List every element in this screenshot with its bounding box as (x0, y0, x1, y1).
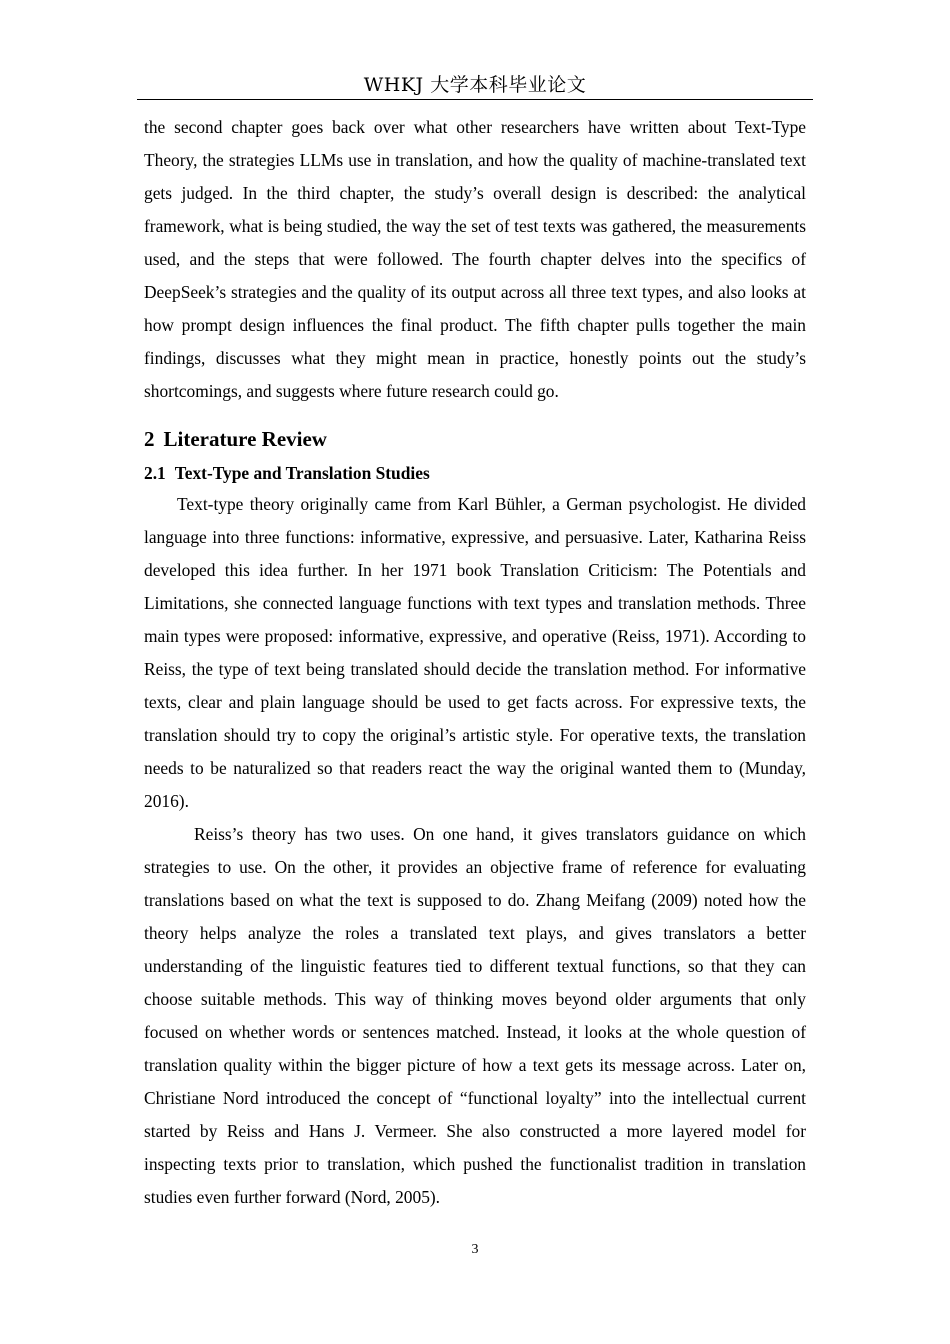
subsection-title: Text-Type and Translation Studies (174, 463, 430, 483)
subsection-number: 2.1 (144, 463, 166, 483)
page-number: 3 (471, 1242, 479, 1257)
body-paragraph: Text-type theory originally came from Karl Bühler, a German psychologist. He divided language into three functions: informative, expressive, and persuasive. Later, Katharina Reiss developed this idea further. In her 1971 book Translation Criticism: The Potentials and Limitations, she connected language functions with text types and translation methods. Three main types were proposed: informative, expressive, and operative (Reiss, 1971). According to Reiss, the type of text being translated should decide the translation method. For informative texts, clear and plain language should be used to get facts across. For expressive texts, the translation should try to copy the original’s artistic style. For operative texts, the translation needs to be naturalized so that readers react the way the original wanted them to (Munday, 2016). (144, 494, 806, 811)
subsection-heading (144, 458, 806, 488)
section-number: 2 (144, 427, 155, 451)
running-header: WHKJ 大学本科毕业论文 (363, 74, 587, 96)
section-heading (144, 424, 806, 454)
header-rule (137, 99, 813, 100)
intro-paragraph: the second chapter goes back over what other researchers have written about Text-Type Theory, the strategies LLMs use in translation, and how the quality of machine-translated text gets judged. In the third chapter, the study’s overall design is described: the analytical framework, what is being studied, the way the set of test texts was gathered, the measurements used, and the steps that were followed. The fourth chapter delves into the specifics of DeepSeek’s strategies and the quality of its output across all three text types, and also looks at how prompt design influences the final product. The fifth chapter pulls together the main findings, discusses what they might mean in practice, honestly points out the study’s shortcomings, and suggests where future research could go. (144, 117, 806, 401)
body-paragraph: Reiss’s theory has two uses. On one hand, it gives translators guidance on which strategies to use. On the other, it provides an objective frame of reference for evaluating translations based on what the text is supposed to do. Zhang Meifang (2009) noted how the theory helps analyze the roles a translated text plays, and gives translators a better understanding of the linguistic features tied to different textual functions, so that they can choose suitable methods. This way of thinking moves beyond older arguments that only focused on whether words or sentences matched. Instead, it looks at the whole question of translation quality within the bigger picture of how a text gets its message across. Later on, Christiane Nord introduced the concept of “functional loyalty” into the intellectual current started by Reiss and Hans J. Vermeer. She also constructed a more layered model for inspecting texts prior to translation, which pushed the functionalist tradition in translation studies even further forward (Nord, 2005). (144, 824, 806, 1207)
section-title: Literature Review (163, 427, 327, 451)
document-body (144, 111, 806, 1214)
